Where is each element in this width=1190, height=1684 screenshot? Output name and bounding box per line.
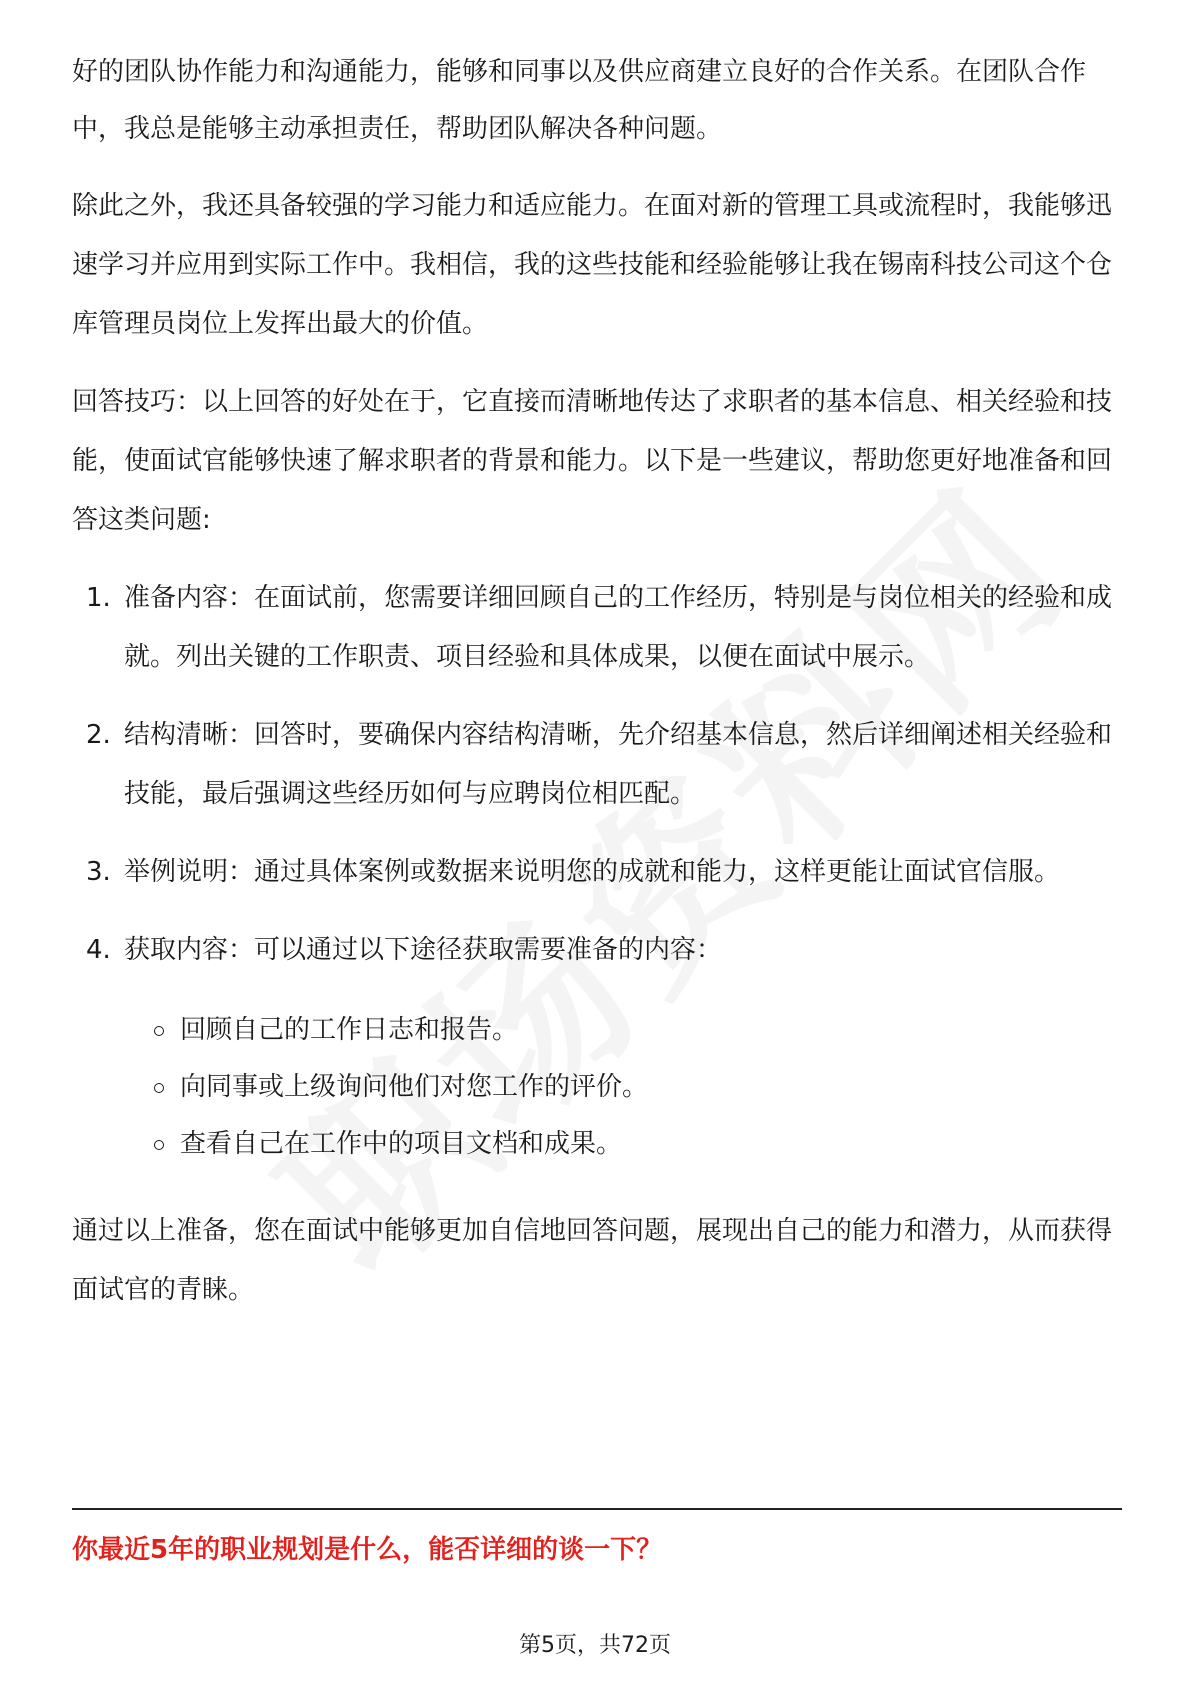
sub-list-item	[72, 1116, 1122, 1173]
sub-list-item	[72, 1002, 1122, 1059]
bullet-icon	[154, 1026, 164, 1036]
list-item-text: 结构清晰：回答时，要确保内容结构清晰，先介绍基本信息，然后详细阐述相关经验和技能，最后强调这些经历如何与应聘岗位相匹配。	[124, 720, 1113, 809]
list-number: 1.	[86, 583, 111, 613]
list-number: 2.	[86, 720, 111, 750]
list-item-text: 获取内容：可以通过以下途径获取需要准备的内容：	[124, 935, 723, 965]
paragraph: 除此之外，我还具备较强的学习能力和适应能力。在面对新的管理工具或流程时，我能够迅速学习并应用到实际工作中。我相信，我的这些技能和经验能够让我在锡南科技公司这个仓库管理员岗位上发挥出最大的价值。	[72, 191, 1113, 339]
list-number: 4.	[86, 935, 111, 965]
sub-list	[72, 1002, 1122, 1173]
list-item	[72, 569, 1122, 687]
closing-paragraph: 通过以上准备，您在面试中能够更加自信地回答问题，展现出自己的能力和潜力，从而获得面试官的青睐。	[72, 1216, 1113, 1305]
list-number: 3.	[86, 857, 111, 887]
sub-list-item-text: 查看自己在工作中的项目文档和成果。	[180, 1129, 623, 1159]
tips-list	[72, 569, 1122, 980]
list-item	[72, 921, 1122, 980]
page-number: 第5页，共72页	[519, 1633, 671, 1658]
next-question-heading: 你最近5年的职业规划是什么，能否详细的谈一下？	[72, 1535, 663, 1565]
sub-list-item-text: 回顾自己的工作日志和报告。	[180, 1015, 519, 1045]
section-divider	[72, 1508, 1122, 1510]
bullet-icon	[154, 1140, 164, 1150]
list-item	[72, 843, 1122, 902]
paragraph: 好的团队协作能力和沟通能力，能够和同事以及供应商建立良好的合作关系。在团队合作中，我总是能够主动承担责任，帮助团队解决各种问题。	[72, 57, 1087, 144]
sub-list-item-text: 向同事或上级询问他们对您工作的评价。	[180, 1072, 649, 1102]
page-content	[72, 44, 1122, 1320]
list-item-text: 举例说明：通过具体案例或数据来说明您的成就和能力，这样更能让面试官信服。	[124, 857, 1061, 887]
paragraph: 回答技巧：以上回答的好处在于，它直接而清晰地传达了求职者的基本信息、相关经验和技能，使面试官能够快速了解求职者的背景和能力。以下是一些建议，帮助您更好地准备和回答这类问题:	[72, 387, 1113, 535]
list-item-text: 准备内容：在面试前，您需要详细回顾自己的工作经历，特别是与岗位相关的经验和成就。列出关键的工作职责、项目经验和具体成果，以便在面试中展示。	[124, 583, 1113, 672]
bullet-icon	[154, 1083, 164, 1093]
list-item	[72, 706, 1122, 824]
sub-list-item	[72, 1059, 1122, 1116]
